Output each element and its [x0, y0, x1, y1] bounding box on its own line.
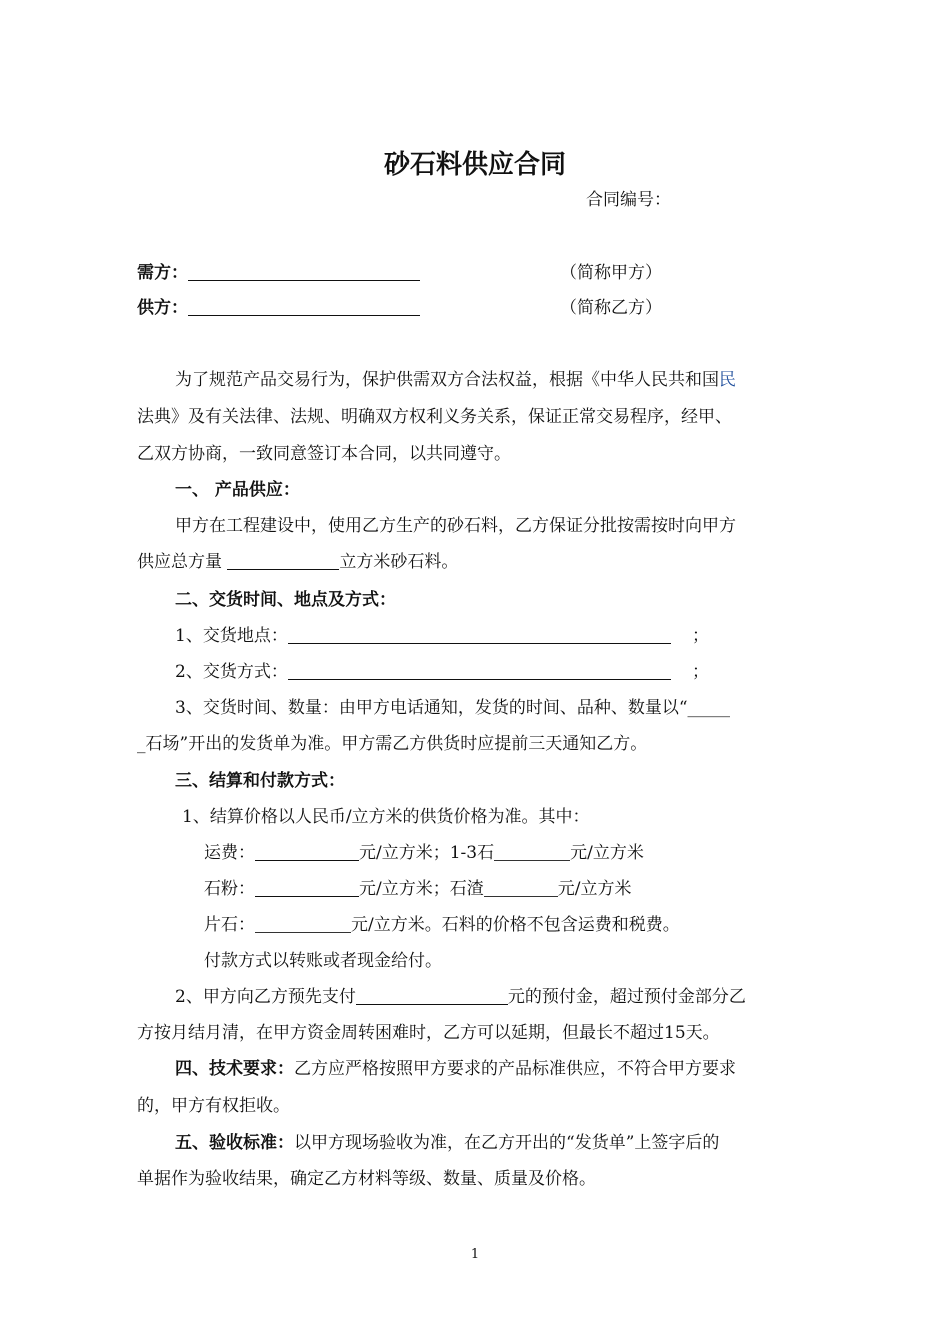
- supply-total-blank: [227, 551, 339, 570]
- buyer-alias: （简称甲方）: [560, 263, 662, 283]
- delivery-time-line-2: _石场”开出的发货单为准。甲方需乙方供货时应提前三天通知乙方。: [137, 734, 648, 754]
- stone-13-unit: 元/立方米: [570, 843, 644, 863]
- delivery-method-label: 2、交货方式：: [175, 662, 288, 682]
- document-title: 砂石料供应合同: [383, 150, 566, 180]
- flake-blank: [255, 914, 351, 933]
- intro-line-2: 法典》及有关法律、法规、明确双方权利义务关系，保证正常交易程序，经甲、: [137, 407, 732, 427]
- powder-blank: [255, 878, 359, 897]
- stone-13-label: 1-3石: [449, 843, 495, 863]
- section-5-text-1: 以甲方现场验收为准，在乙方开出的“发货单”上签字后的: [294, 1133, 720, 1153]
- freight-unit: 元/立方米；: [359, 843, 450, 863]
- prepayment-line-1: [175, 986, 746, 1008]
- supplier-line: [137, 297, 420, 319]
- prepayment-blank: [356, 986, 508, 1005]
- supplier-name-blank: [188, 297, 420, 316]
- buyer-label: 需方：: [137, 263, 188, 283]
- section-2-heading: 二、交货时间、地点及方式：: [175, 590, 396, 610]
- delivery-location-line: [175, 625, 671, 647]
- intro-line-1: [175, 369, 736, 391]
- section-1-line-1: 甲方在工程建设中，使用乙方生产的砂石料，乙方保证分批按需按时向甲方: [175, 516, 736, 536]
- freight-blank: [255, 842, 359, 861]
- buyer-name-blank: [188, 262, 420, 281]
- delivery-method-semicolon: ；: [692, 662, 709, 682]
- section-4-line-2: 的，甲方有权拒收。: [137, 1096, 290, 1116]
- settlement-price-line: 1、结算价格以人民币/立方米的供货价格为准。其中：: [182, 807, 590, 827]
- stone-13-blank: [494, 842, 570, 861]
- delivery-location-blank: [288, 625, 671, 644]
- prepayment-tail: 元的预付金，超过预付金部分乙: [507, 987, 746, 1007]
- flake-tail: 元/立方米。石料的价格不包含运费和税费。: [351, 915, 680, 935]
- slag-blank: [484, 878, 558, 897]
- slag-label: 石渣: [449, 879, 484, 899]
- buyer-line: [137, 262, 420, 284]
- section-4-heading: 四、技术要求：: [175, 1059, 294, 1079]
- flake-line: [204, 914, 680, 936]
- payment-method-line: 付款方式以转账或者现金给付。: [204, 951, 442, 971]
- section-1-heading: 一、 产品供应：: [175, 480, 300, 500]
- delivery-method-line: [175, 661, 671, 683]
- section-5-line-1: [175, 1132, 719, 1154]
- delivery-location-semicolon: ；: [692, 626, 709, 646]
- supply-total-label: 供应总方量: [137, 552, 228, 572]
- slag-unit: 元/立方米: [557, 879, 632, 899]
- delivery-method-blank: [288, 661, 671, 680]
- powder-label: 石粉：: [204, 879, 255, 899]
- intro-line-3: 乙双方协商，一致同意签订本合同，以共同遵守。: [137, 444, 511, 464]
- prepayment-line-2: 方按月结月清，在甲方资金周转困难时，乙方可以延期，但最长不超过15天。: [137, 1023, 720, 1043]
- powder-line: [204, 878, 631, 900]
- page-number: 1: [470, 1247, 480, 1262]
- delivery-location-label: 1、交货地点：: [175, 626, 288, 646]
- intro-text-1b: 民: [719, 370, 736, 390]
- delivery-time-line-1: 3、交货时间、数量：由甲方电话通知，发货的时间、品种、数量以“_____: [175, 698, 731, 718]
- section-5-heading: 五、验收标准：: [175, 1133, 294, 1153]
- section-4-line-1: [175, 1058, 736, 1080]
- freight-line: [204, 842, 644, 864]
- supplier-label: 供方：: [137, 298, 188, 318]
- section-3-heading: 三、结算和付款方式：: [175, 771, 345, 791]
- supply-total-unit: 立方米砂石料。: [339, 552, 459, 572]
- section-4-text-1: 乙方应严格按照甲方要求的产品标准供应，不符合甲方要求: [294, 1059, 736, 1079]
- contract-number-label: 合同编号：: [586, 190, 671, 210]
- intro-text-1a: 为了规范产品交易行为，保护供需双方合法权益，根据《中华人民共和国: [175, 370, 719, 390]
- flake-label: 片石：: [204, 915, 255, 935]
- prepayment-label: 2、甲方向乙方预先支付: [175, 987, 356, 1007]
- section-5-line-2: 单据作为验收结果，确定乙方材料等级、数量、质量及价格。: [137, 1169, 596, 1189]
- powder-unit: 元/立方米；: [359, 879, 450, 899]
- freight-label: 运费：: [204, 843, 255, 863]
- section-1-line-2: [137, 551, 458, 573]
- supplier-alias: （简称乙方）: [560, 298, 662, 318]
